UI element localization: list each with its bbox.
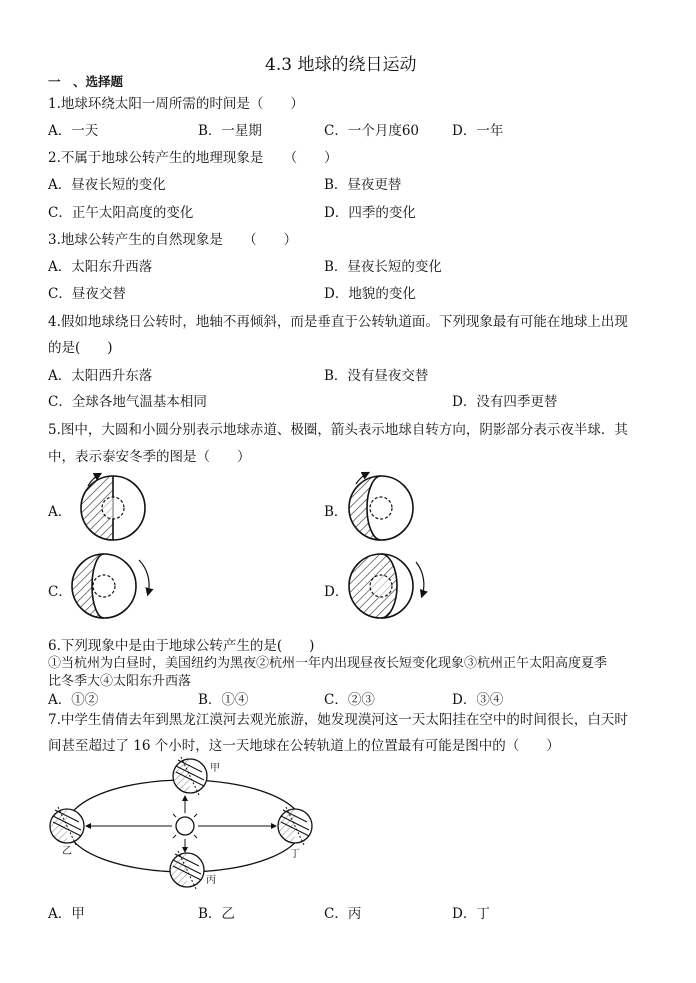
q5-option-a[interactable]: A．	[48, 504, 72, 520]
q7-option-a[interactable]: A．甲	[48, 906, 85, 922]
q1-option-c[interactable]: C．一个月度60	[324, 123, 420, 139]
q7-option-c[interactable]: C．丙	[324, 906, 362, 922]
question-1-stem: 1.地球环绕太阳一周所需的时间是（ ）	[48, 96, 304, 112]
orbit-label-yi: 乙	[62, 846, 72, 857]
question-5-stem-line1: 5.图中，大圆和小圆分别表示地球赤道、极圈，箭头表示地球自转方向，阴影部分表示夜半球．其	[48, 422, 628, 438]
q6-option-b[interactable]: B．①④	[198, 692, 249, 708]
orbit-globe-bing	[170, 851, 204, 889]
q5-option-d[interactable]: D．	[324, 584, 349, 600]
question-7-stem-line1: 7.中学生倩倩去年到黑龙江漠河去观光旅游，她发现漠河这一天太阳挂在空中的时间很长，白天时	[48, 712, 628, 728]
orbit-label-jia: 甲	[210, 763, 220, 774]
question-2-stem: 2.不属于地球公转产生的地理现象是 （ ）	[48, 150, 338, 166]
q2-option-c[interactable]: C．正午太阳高度的变化	[48, 205, 194, 221]
q4-option-b[interactable]: B．没有昼夜交替	[324, 368, 429, 384]
q5-option-c[interactable]: C．	[48, 584, 72, 600]
q3-option-a[interactable]: A．太阳东升西落	[48, 259, 153, 275]
question-6-body-line2: 比冬季大④太阳东升西落	[48, 674, 192, 689]
question-4-stem-line1: 4.假如地球绕日公转时，地轴不再倾斜，而是垂直于公转轨道面。下列现象最有可能在地球上出现	[48, 314, 628, 330]
question-6-body-line1: ①当杭州为白昼时，美国纽约为黑夜②杭州一年内出现昼夜长短变化现象③杭州正午太阳高度夏季	[48, 656, 608, 671]
q5-option-b[interactable]: B．	[324, 504, 348, 520]
q4-option-a[interactable]: A．太阳西升东落	[48, 368, 153, 384]
q2-option-b[interactable]: B．昼夜更替	[324, 177, 402, 193]
q3-option-d[interactable]: D．地貌的变化	[324, 286, 416, 302]
section-heading: 一 、选择题	[48, 74, 124, 89]
q1-option-a[interactable]: A．一天	[48, 123, 99, 139]
q4-option-c[interactable]: C．全球各地气温基本相同	[48, 394, 207, 410]
orbit-globe-yi	[50, 807, 84, 845]
question-5-stem-line2: 中，表示泰安冬季的图是（ ）	[48, 449, 251, 465]
q6-option-c[interactable]: C．②③	[324, 692, 375, 708]
sun-icon	[168, 809, 202, 843]
q1-option-b[interactable]: B．一星期	[198, 123, 262, 139]
q1-option-d[interactable]: D．一年	[452, 123, 504, 139]
orbit-globe-ding	[278, 807, 312, 845]
question-6-stem: 6.下列现象中是由于地球公转产生的是( )	[48, 638, 315, 654]
orbit-globe-jia	[173, 757, 207, 795]
q2-option-a[interactable]: A．昼夜长短的变化	[48, 177, 166, 193]
page-title: 4.3 地球的绕日运动	[265, 55, 417, 75]
q6-option-d[interactable]: D．③④	[452, 692, 504, 708]
question-4-stem-line2: 的是( )	[48, 340, 113, 356]
q2-option-d[interactable]: D．四季的变化	[324, 205, 416, 221]
q3-option-c[interactable]: C．昼夜交替	[48, 286, 126, 302]
q4-option-d[interactable]: D．没有四季更替	[452, 394, 558, 410]
orbit-label-ding: 丁	[290, 849, 300, 860]
q6-option-a[interactable]: A．①②	[48, 692, 99, 708]
question-3-stem: 3.地球公转产生的自然现象是 （ ）	[48, 232, 298, 248]
q7-option-b[interactable]: B．乙	[198, 906, 235, 922]
q3-option-b[interactable]: B．昼夜长短的变化	[324, 259, 442, 275]
orbit-label-bing: 丙	[206, 875, 216, 886]
question-7-stem-line2: 间甚至超过了 16 个小时，这一天地球在公转轨道上的位置最有可能是图中的（ ）	[48, 738, 560, 754]
q7-option-d[interactable]: D．丁	[452, 906, 490, 922]
